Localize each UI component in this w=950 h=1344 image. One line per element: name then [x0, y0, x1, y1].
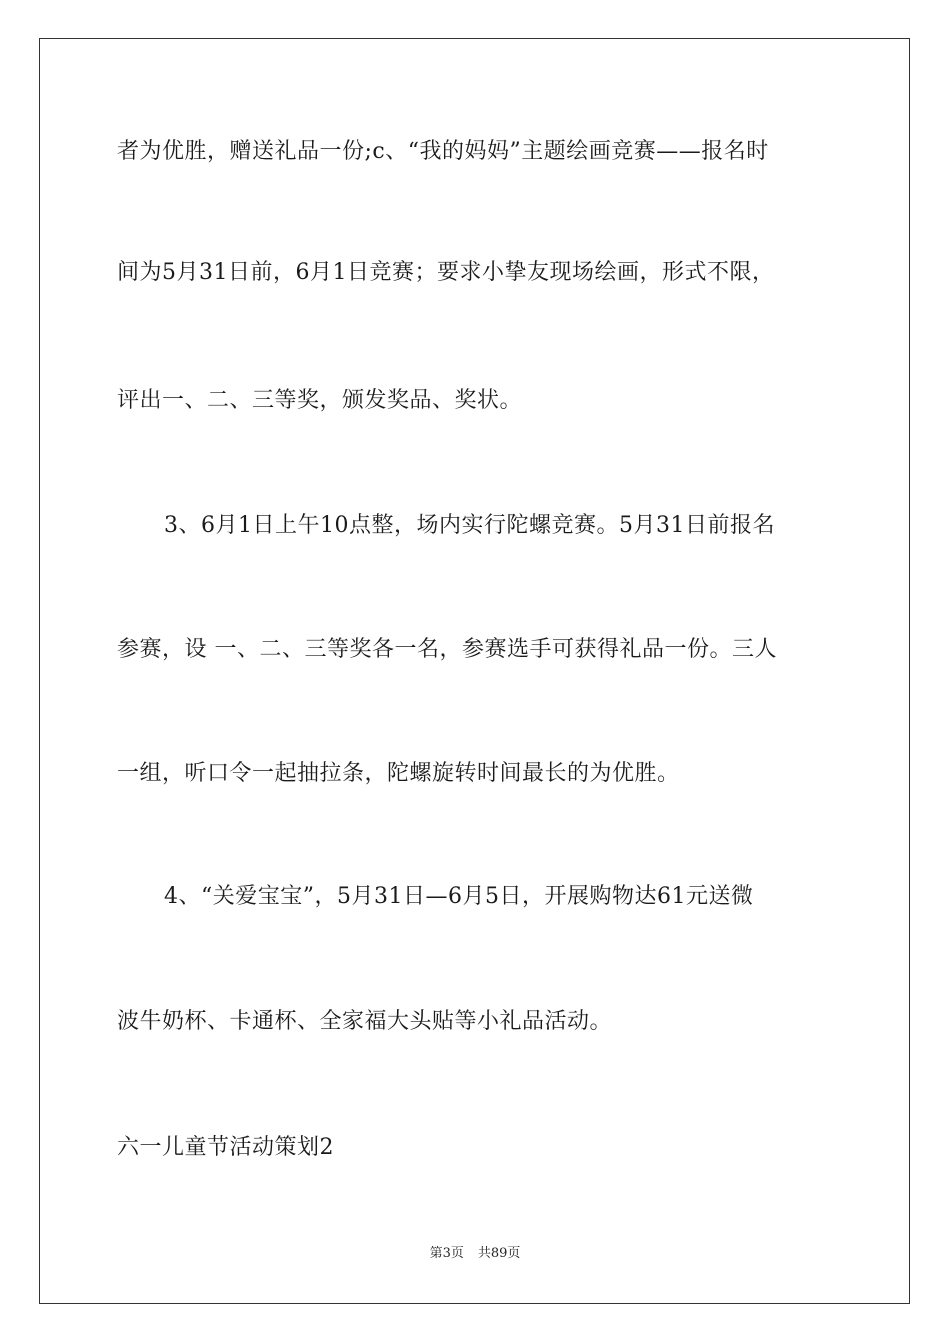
page-number: 第3页	[429, 1246, 464, 1261]
section-heading: 六一儿童节活动策划2	[117, 1135, 334, 1160]
text-line-4: 3、6月1日上午10点整，场内实行陀螺竞赛。5月31日前报名	[164, 513, 775, 538]
text-line-1: 者为优胜，赠送礼品一份;c、“我的妈妈”主题绘画竞赛——报名时	[117, 139, 769, 164]
text-line-5: 参赛，设 一、二、三等奖各一名，参赛选手可获得礼品一份。三人	[117, 637, 777, 662]
page-frame	[39, 38, 910, 1304]
text-line-2: 间为5月31日前，6月1日竞赛；要求小挚友现场绘画，形式不限，	[117, 260, 775, 285]
page-total: 共89页	[477, 1246, 521, 1261]
text-line-3: 评出一、二、三等奖，颁发奖品、奖状。	[117, 388, 523, 413]
text-line-8: 波牛奶杯、卡通杯、全家福大头贴等小礼品活动。	[117, 1009, 613, 1034]
page-footer	[0, 1245, 950, 1263]
text-line-6: 一组，听口令一起抽拉条，陀螺旋转时间最长的为优胜。	[117, 761, 680, 786]
text-line-7: 4、“关爱宝宝”，5月31日—6月5日，开展购物达61元送微	[164, 884, 754, 909]
